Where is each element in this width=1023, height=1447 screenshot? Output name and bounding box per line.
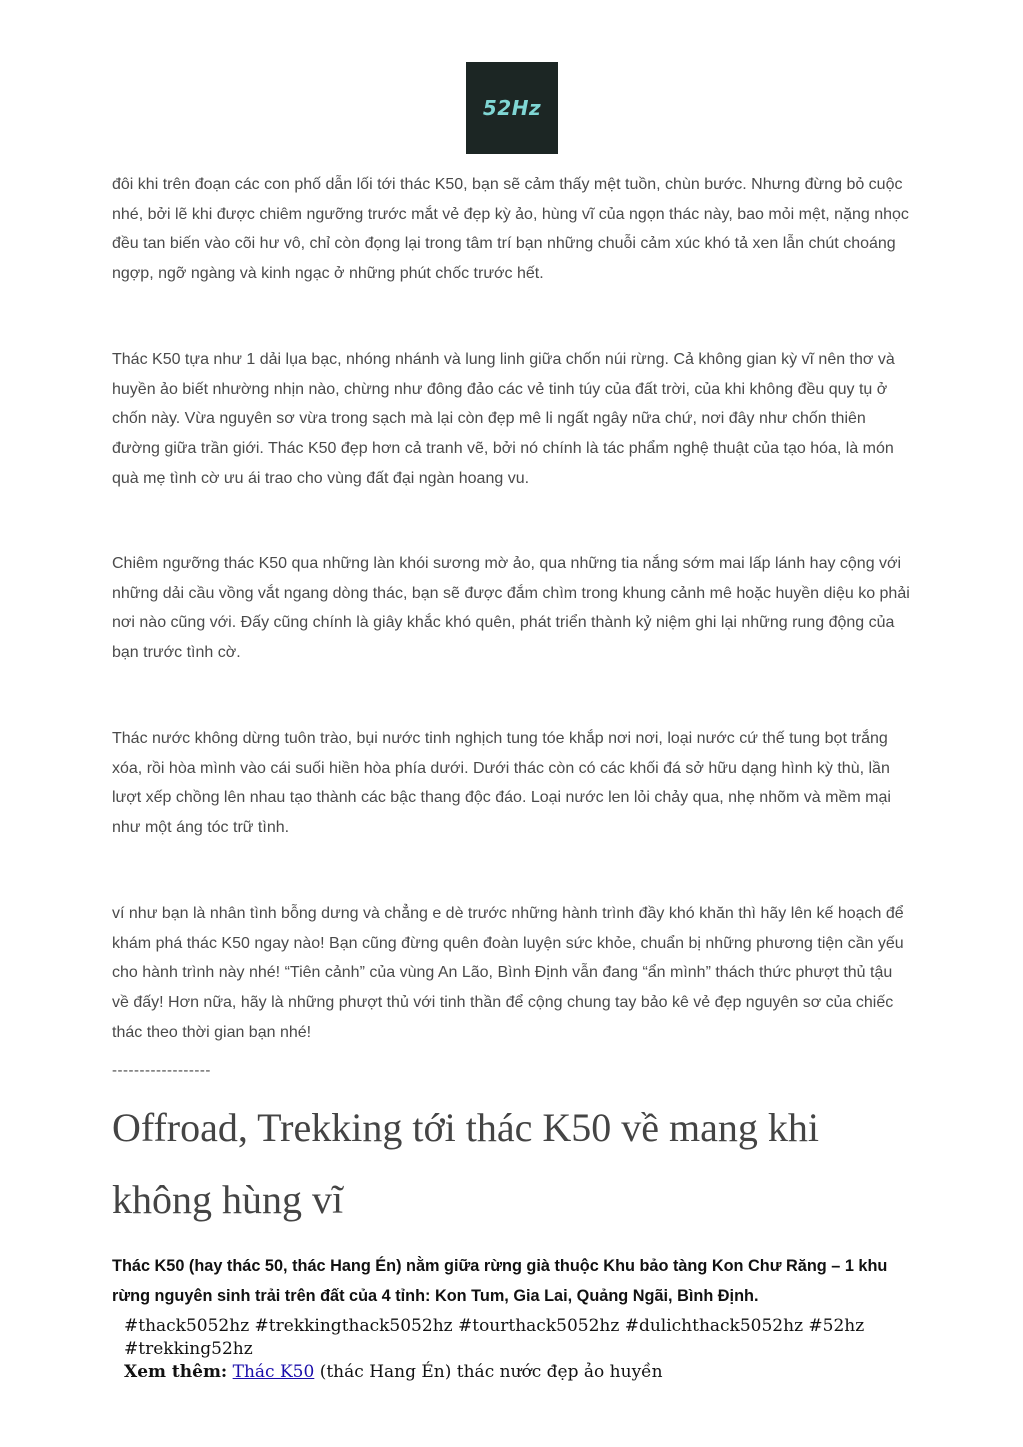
- paragraph-5: ví như bạn là nhân tình bỗng dưng và chẳng e dè trước những hành trình đầy khó khăn thì hãy lên kế hoạch để khám phá thác K50 ngay nào! Bạn cũng đừng quên đoàn luyện sức khỏe, chuẩn bị những phương tiện cần yếu cho hành trình này nhé! “Tiên cảnh” của vùng An Lão, Bình Định vẫn đang “ẩn mình” thách thức phượt thủ tậu về đấy! Hơn nữa, hãy là những phượt thủ với tinh thần để cộng chung tay bảo kê vẻ đẹp nguyên sơ của chiếc thác theo thời gian bạn nhé!: [112, 905, 904, 1041]
- 52hz-logo: [466, 62, 558, 154]
- section-heading: Offroad, Trekking tới thác K50 về mang khi không hùng vĩ: [112, 1105, 819, 1222]
- paragraph-4: Thác nước không dừng tuôn trào, bụi nước tinh nghịch tung tóe khắp nơi nơi, loại nước cứ thế tung bọt trắng xóa, rồi hòa mình vào cái suối hiền hòa phía dưới. Dưới thác còn có các khối đá sở hữu dạng hình kỳ thù, lần lượt xếp chồng lên nhau tạo thành các bậc thang độc đáo. Loại nước len lỏi chảy qua, nhẹ nhõm và mềm mại như một áng tóc trữ tình.: [112, 730, 891, 837]
- see-more-label: Xem thêm:: [124, 1362, 228, 1382]
- thac-k50-link[interactable]: Thác K50: [232, 1362, 315, 1382]
- see-more-line: [124, 1361, 663, 1384]
- hashtags: #thack5052hz #trekkingthack5052hz #tourthack5052hz #dulichthack5052hz #52hz #trekking52hz: [124, 1316, 865, 1359]
- logo-text: 52Hz: [482, 96, 542, 120]
- intro-bold-paragraph: Thác K50 (hay thác 50, thác Hang Én) nằm giữa rừng già thuộc Khu bảo tàng Kon Chư Răng – 1 khu rừng nguyên sinh trải trên đất của 4 tỉnh: Kon Tum, Gia Lai, Quảng Ngãi, Bình Định.: [112, 1257, 888, 1305]
- paragraph-3: Chiêm ngưỡng thác K50 qua những làn khói sương mờ ảo, qua những tia nắng sớm mai lấp lánh hay cộng với những dải cầu vồng vắt ngang dòng thác, bạn sẽ được đắm chìm trong khung cảnh mê hoặc huyền diệu ko phải nơi nào cũng với. Đấy cũng chính là giây khắc khó quên, phát triển thành kỷ niệm ghi lại những rung động của bạn trước tình cờ.: [112, 555, 910, 662]
- paragraph-2: Thác K50 tựa như 1 dải lụa bạc, nhóng nhánh và lung linh giữa chốn núi rừng. Cả không gian kỳ vĩ nên thơ và huyền ảo biết nhường nhịn nào, chừng như đông đảo các vẻ tinh túy của đất trời, của khi không đều quy tụ ở chốn này. Vừa nguyên sơ vừa trong sạch mà lại còn đẹp mê li ngất ngây nữa chứ, nơi đây như chốn thiên đường giữa trần giới. Thác K50 đẹp hơn cả tranh vẽ, bởi nó chính là tác phẩm nghệ thuật của tạo hóa, là món quà mẹ tình cờ ưu ái trao cho vùng đất đại ngàn hoang vu.: [112, 351, 895, 487]
- see-more-suffix: (thác Hang Én) thác nước đẹp ảo huyền: [314, 1362, 663, 1382]
- paragraph-1: đôi khi trên đoạn các con phố dẫn lối tới thác K50, bạn sẽ cảm thấy mệt tuồn, chùn bước. Nhưng đừng bỏ cuộc nhé, bởi lẽ khi được chiêm ngưỡng trước mắt vẻ đẹp kỳ ảo, hùng vĩ của ngọn thác này, bao mỏi mệt, nặng nhọc đều tan biến vào cõi hư vô, chỉ còn đọng lại trong tâm trí bạn những chuỗi cảm xúc khó tả xen lẫn chút choáng ngợp, ngỡ ngàng và kinh ngạc ở những phút chốc trước hết.: [112, 176, 909, 283]
- dashed-divider: ------------------: [112, 1062, 211, 1079]
